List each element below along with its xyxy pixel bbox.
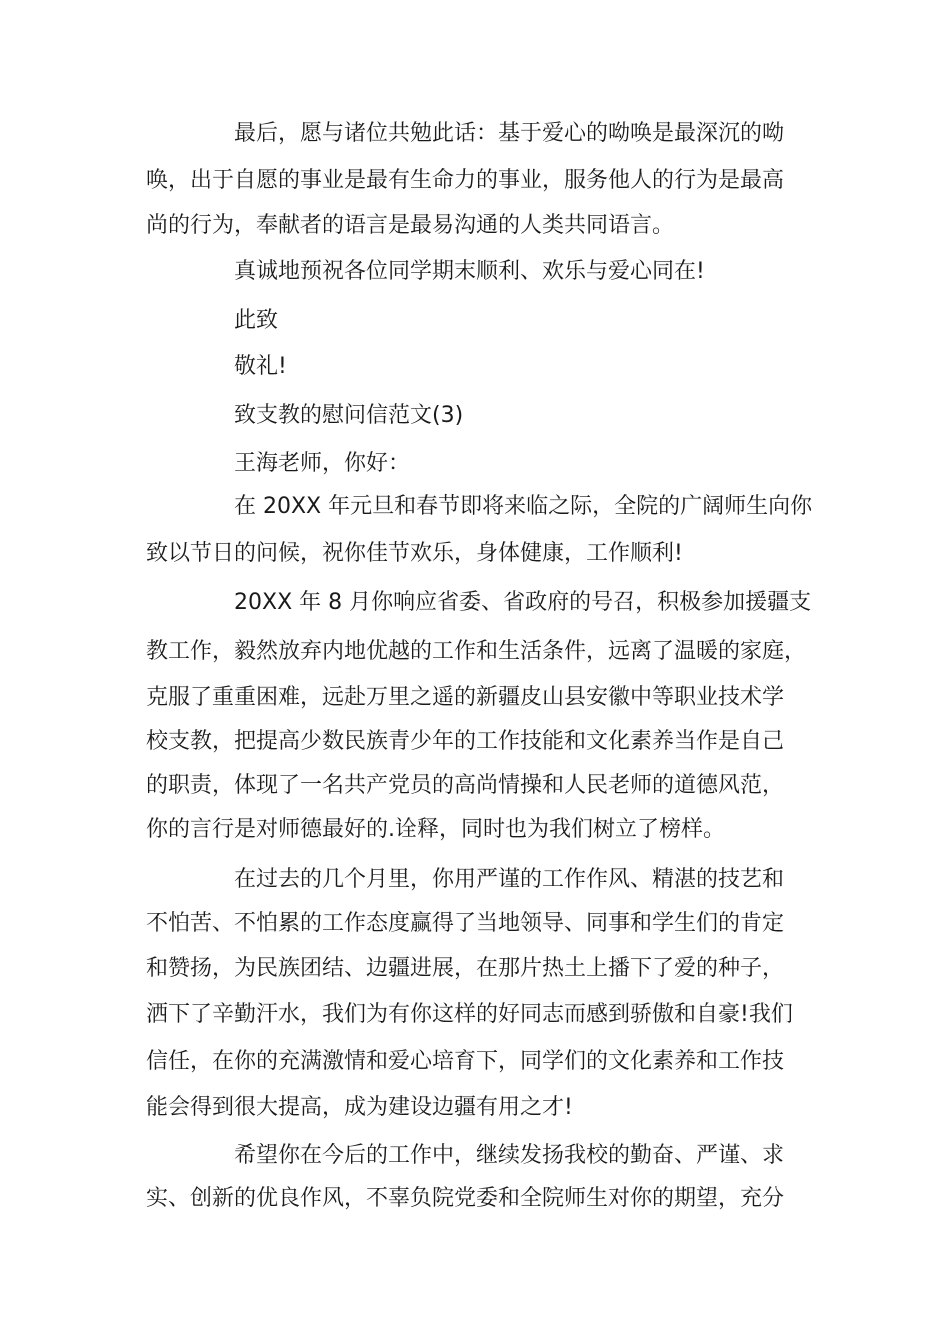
paragraph-1-line-1: 在 20XX 年元旦和春节即将来临之际，全院的广阔师生向你 (234, 494, 813, 519)
paragraph-2-line-6: 你的言行是对师德最好的.诠释，同时也为我们树立了榜样。 (146, 817, 725, 842)
paragraph-4-line-2: 实、创新的优良作风，不辜负院党委和全院师生对你的期望，充分 (146, 1186, 785, 1211)
paragraph-2-line-5: 的职责，体现了一名共产党员的高尚情操和人民老师的道德风范， (146, 773, 785, 798)
paragraph-closing-line-3: 尚的行为，奉献者的语言是最易沟通的人类共同语言。 (146, 213, 675, 238)
paragraph-3-line-5: 信任，在你的充满激情和爱心培育下，同学们的文化素养和工作技 (146, 1049, 785, 1074)
paragraph-3-line-2: 不怕苦、不怕累的工作态度赢得了当地领导、同事和学生们的肯定 (146, 911, 785, 936)
paragraph-2-line-2: 教工作，毅然放弃内地优越的工作和生活条件，远离了温暖的家庭， (146, 639, 807, 664)
paragraph-closing-line-2: 唤，出于自愿的事业是最有生命力的事业，服务他人的行为是最高 (146, 168, 785, 193)
paragraph-1-line-2: 致以节日的问候，祝你佳节欢乐，身体健康，工作顺利! (146, 541, 683, 566)
salutation-jingli: 敬礼! (234, 354, 287, 379)
section-title: 致支教的慰问信范文(3) (234, 403, 464, 428)
paragraph-3-line-3: 和赞扬，为民族团结、边疆进展，在那片热土上播下了爱的种子， (146, 956, 785, 981)
paragraph-closing-line-1: 最后，愿与诸位共勉此话：基于爱心的呦唤是最深沉的呦 (234, 121, 785, 146)
paragraph-2-line-1: 20XX 年 8 月你响应省委、省政府的号召，积极参加援疆支 (234, 590, 812, 615)
salutation-cizhi: 此致 (234, 308, 279, 333)
paragraph-3-line-4: 洒下了辛勤汗水，我们为有你这样的好同志而感到骄傲和自豪!我们 (146, 1002, 793, 1027)
paragraph-2-line-4: 校支教，把提高少数民族青少年的工作技能和文化素养当作是自己 (146, 729, 785, 754)
paragraph-2-line-3: 克服了重重困难，远赴万里之遥的新疆皮山县安徽中等职业技术学 (146, 685, 785, 710)
paragraph-4-line-1: 希望你在今后的工作中，继续发扬我校的勤奋、严谨、求 (234, 1143, 785, 1168)
paragraph-3-line-6: 能会得到很大提高，成为建设边疆有用之才! (146, 1095, 573, 1120)
greeting-line: 王海老师，你好： (234, 451, 411, 476)
wishes-line: 真诚地预祝各位同学期末顺利、欢乐与爱心同在! (234, 259, 705, 284)
paragraph-3-line-1: 在过去的几个月里，你用严谨的工作作风、精湛的技艺和 (234, 867, 785, 892)
